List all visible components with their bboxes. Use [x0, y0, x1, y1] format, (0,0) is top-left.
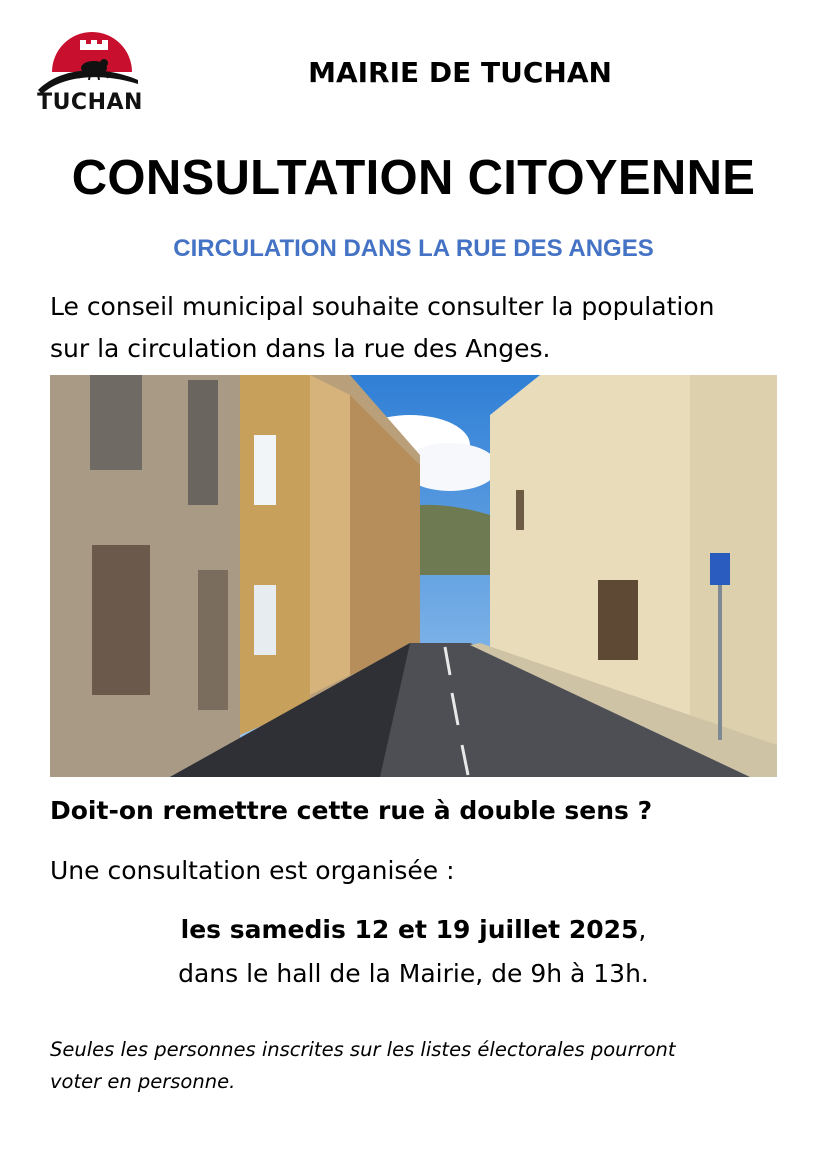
footnote-line-1: Seules les personnes inscrites sur les listes électorales pourront [50, 1038, 676, 1061]
footnote-line-2: voter en personne. [50, 1070, 236, 1093]
footnote [50, 1034, 790, 1098]
consultation-lead: Une consultation est organisée : [50, 856, 455, 885]
logo-emblem-icon [30, 28, 148, 98]
schedule-dates-line [20, 908, 807, 952]
page-title: CONSULTATION CITOYENNE [71, 151, 756, 205]
intro-line-1: Le conseil municipal souhaite consulter la population [50, 292, 715, 321]
schedule-block [20, 908, 807, 996]
intro-line-2: sur la circulation dans la rue des Anges. [50, 334, 551, 363]
tuchan-logo [30, 28, 148, 124]
main-question: Doit-on remettre cette rue à double sens ? [50, 796, 653, 825]
organization-name: MAIRIE DE TUCHAN [308, 56, 612, 89]
street-photo-icon [50, 375, 777, 777]
logo-text: TUCHAN [37, 90, 143, 115]
page-subtitle: CIRCULATION DANS LA RUE DES ANGES [173, 235, 654, 262]
intro-paragraph [50, 286, 790, 370]
schedule-dates: les samedis 12 et 19 juillet 2025 [180, 915, 639, 944]
street-photo [50, 375, 777, 777]
schedule-comma: , [638, 915, 647, 944]
schedule-place-time: dans le hall de la Mairie, de 9h à 13h. [178, 959, 649, 988]
